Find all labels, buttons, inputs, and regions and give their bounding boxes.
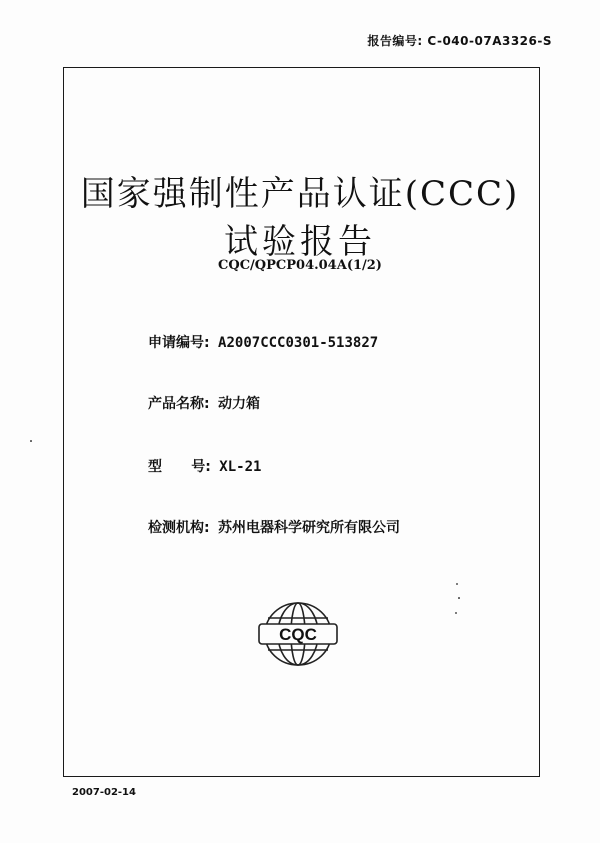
scan-speck	[456, 583, 458, 585]
document-subtitle: 试验报告	[224, 222, 376, 262]
scan-speck	[458, 597, 460, 599]
field-value: XL-21	[219, 459, 262, 475]
field-testing-institution	[148, 517, 400, 537]
field-label: 申请编号:	[148, 335, 210, 351]
field-product-name	[148, 393, 260, 413]
issue-date: 2007-02-14	[72, 787, 136, 798]
document-title: 国家强制性产品认证(CCC)	[80, 174, 520, 214]
field-model	[148, 456, 261, 476]
field-value: 动力箱	[218, 396, 261, 412]
field-application-number	[148, 332, 378, 352]
cqc-globe-logo-icon	[256, 600, 340, 668]
scan-speck	[455, 612, 457, 614]
field-value: 苏州电器科学研究所有限公司	[218, 520, 401, 536]
field-label: 检测机构:	[148, 520, 210, 536]
document-code: CQC/QPCP04.04A(1/2)	[218, 258, 382, 273]
field-value: A2007CCC0301-513827	[218, 335, 379, 351]
logo-text: CQC	[279, 625, 317, 644]
report-number: 报告编号: C-040-07A3326-S	[367, 34, 552, 48]
scan-speck	[30, 440, 32, 442]
field-label: 型 号:	[148, 459, 211, 475]
field-label: 产品名称:	[148, 396, 210, 412]
